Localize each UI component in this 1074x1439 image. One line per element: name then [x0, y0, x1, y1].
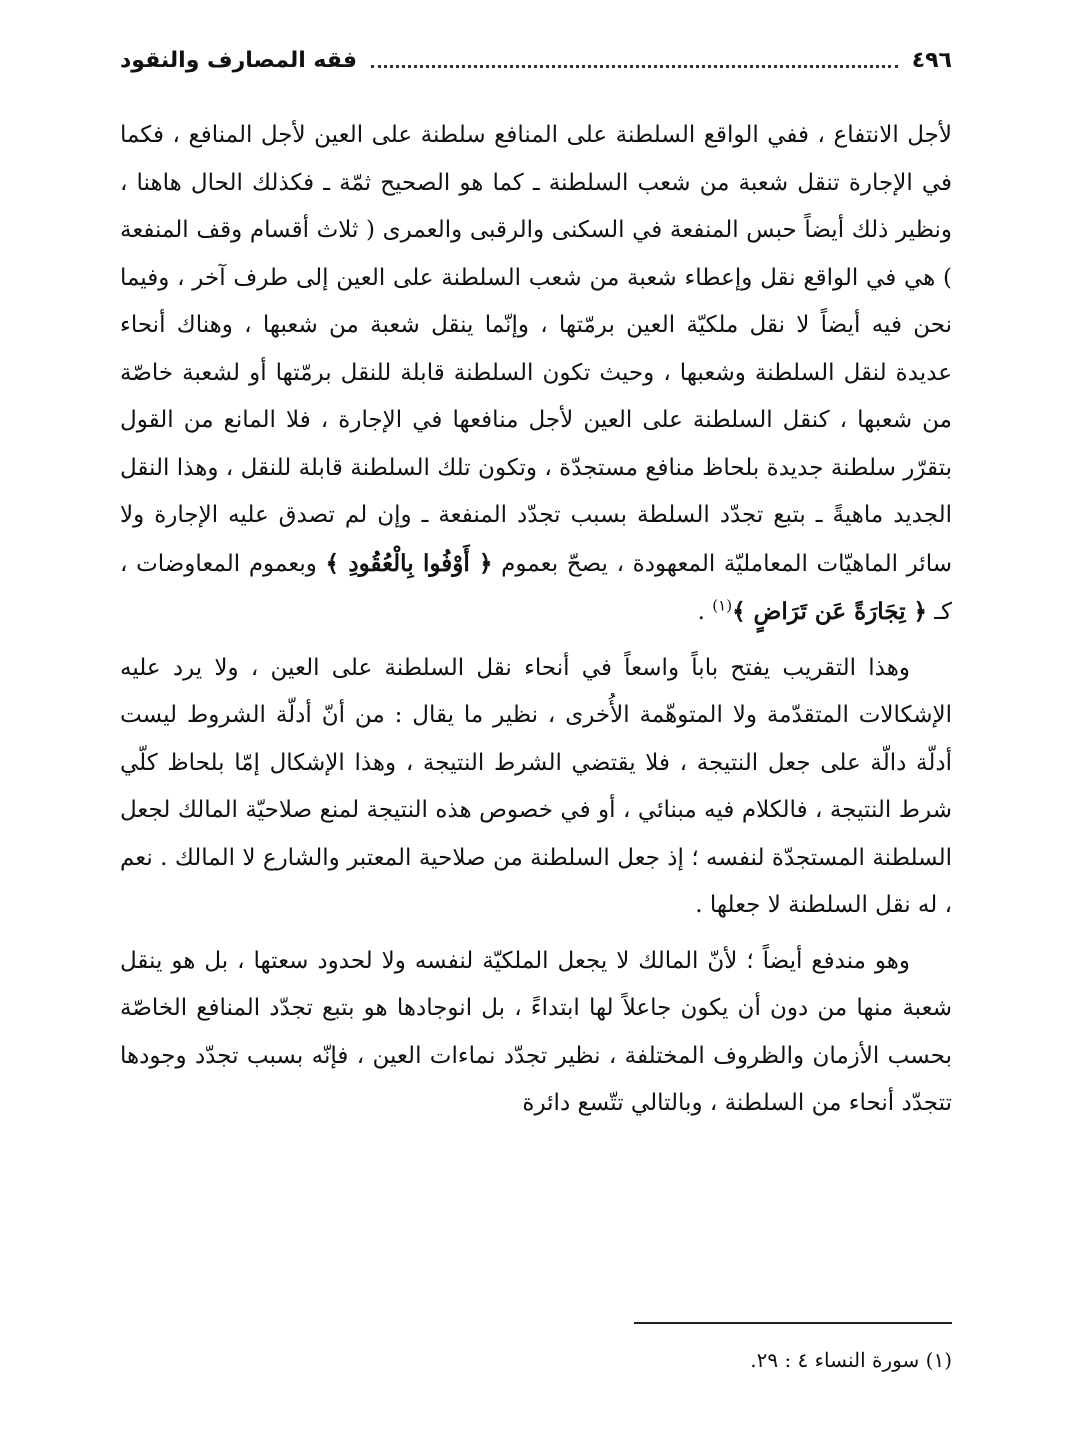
page-header	[120, 38, 952, 82]
paragraph-2: وهذا التقريب يفتح باباً واسعاً في أنحاء نقل السلطنة على العين ، ولا يرد عليه الإشكالات المتقدّمة ولا المتوهّمة الأُخرى ، نظير ما يقال : من أنّ أدلّة الشروط ليست أدلّة دالّة على جعل النتيجة ، فلا يقتضي الشرط النتيجة ، وهذا الإشكال إمّا بلحاظ كلّي شرط النتيجة ، فالكلام فيه مبنائي ، أو في خصوص هذه النتيجة لمنع صلاحيّة المالك لجعل السلطنة المستجدّة لنفسه ؛ إذ جعل السلطنة من صلاحية المعتبر والشارع لا المالك . نعم ، له نقل السلطنة لا جعلها .	[120, 654, 952, 918]
quran-verse-tijaratan: ﴿ تِجَارَةً عَن تَرَاضٍ ﴾	[732, 598, 927, 625]
paragraph-3: وهو مندفع أيضاً ؛ لأنّ المالك لا يجعل الملكيّة لنفسه ولا لحدود سعتها ، بل هو ينقل شعبة منها من دون أن يكون جاعلاً لها ابتداءً ، بل انوجادها هو بتبع تجدّد المنافع الخاصّة بحسب الأزمان والظروف المختلفة ، نظير تجدّد نماءات العين ، فإنّه بسبب تجدّد وجودها تتجدّد أنحاء من السلطنة ، وبالتالي تتّسع دائرة	[120, 947, 952, 1116]
footnote-marker: (١)	[712, 596, 733, 615]
paragraph-1-end: .	[697, 599, 713, 625]
page-number: ٤٩٦	[911, 47, 952, 73]
footnote-separator	[634, 1322, 952, 1324]
paragraph-gap	[120, 930, 952, 938]
body-text	[120, 112, 952, 1128]
paragraph-1	[120, 112, 952, 637]
paragraph-1-text-cont: وبعموم المعاوضات ، كـ	[120, 550, 952, 625]
paragraph-1-text: لأجل الانتفاع ، ففي الواقع السلطنة على المنافع سلطنة على العين لأجل المنافع ، فكما في الإجارة تنقل شعبة من شعب السلطنة ـ كما هو الصحيح ثمّة ـ فكذلك الحال هاهنا ، ونظير ذلك أيضاً حبس المنفعة في السكنى والرقبى والعمرى ( ثلاث أقسام وقف المنفعة ) هي في الواقع نقل وإعطاء شعبة من شعب السلطنة على العين إلى طرف آخر ، وفيما نحن فيه أيضاً لا نقل ملكيّة العين برمّتها ، وإنّما ينقل شعبة من شعبها ، وهناك أنحاء عديدة لنقل السلطنة وشعبها ، وحيث تكون السلطنة قابلة للنقل برمّتها أو لشعبة خاصّة من شعبها ، كنقل السلطنة على العين لأجل منافعها في الإجارة ، فلا المانع من القول بتقرّر سلطنة جديدة بلحاظ منافع مستجدّة ، وتكون تلك السلطنة قابلة للنقل ، وهذا النقل الجديد ماهيةً ـ بتبع تجدّد السلطة بسبب تجدّد المنفعة ـ وإن لم تصدق عليه الإجارة ولا سائر الماهيّات المعامليّة المعهودة ، يصحّ بعموم	[120, 122, 952, 577]
footnote: (١) سورة النساء ٤ : ٢٩.	[750, 1348, 952, 1372]
quran-verse-awfu-bil-uqud: ﴿ أَوْفُوا بِالْعُقُودِ ﴾	[325, 549, 493, 577]
running-title: فقه المصارف والنقود	[120, 47, 357, 73]
dotted-leader	[371, 65, 898, 68]
paragraph-gap	[120, 637, 952, 645]
